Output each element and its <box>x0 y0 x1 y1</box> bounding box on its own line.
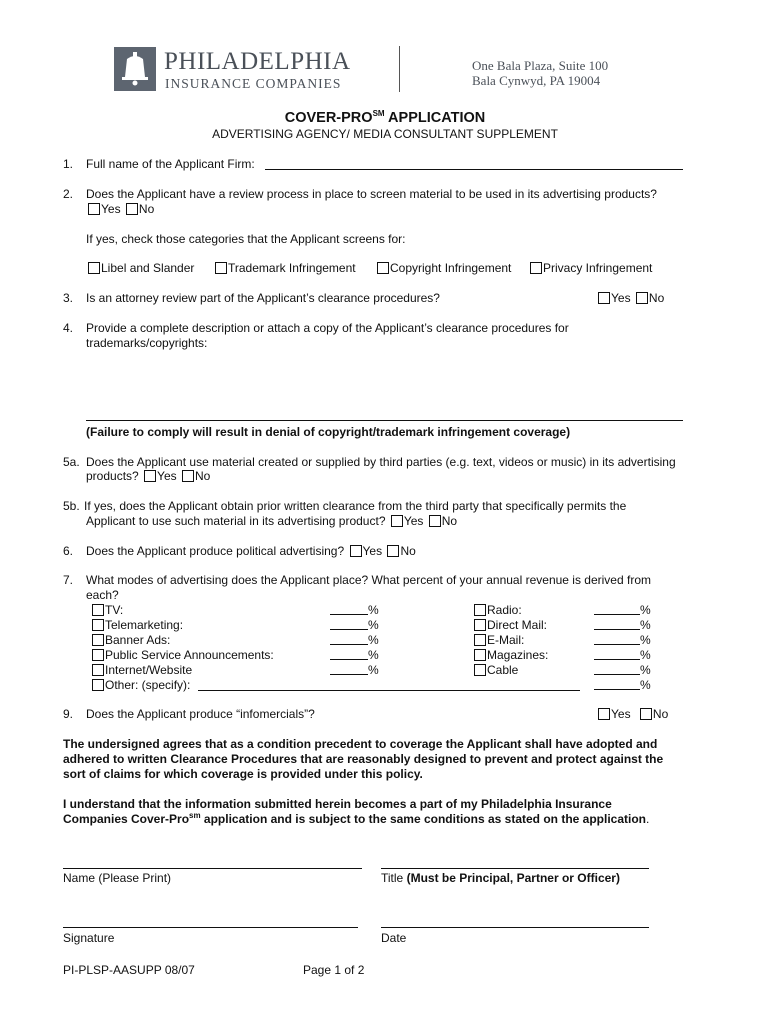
q1-label: Full name of the Applicant Firm: <box>86 157 255 171</box>
mode-email: E-Mail: <box>472 633 524 648</box>
other-specify-field[interactable] <box>198 690 580 691</box>
internet-percent-field[interactable] <box>330 674 368 675</box>
mode-magazines: Magazines: <box>472 648 548 663</box>
mode-banner-ads: Banner Ads: <box>90 633 170 648</box>
company-subname: INSURANCE COMPANIES <box>165 76 342 91</box>
header-divider <box>399 46 400 92</box>
copyright-checkbox[interactable] <box>377 262 389 274</box>
clearance-description-field[interactable] <box>86 420 683 421</box>
q9-label: Does the Applicant produce “infomercials”? <box>86 707 315 721</box>
email-checkbox[interactable] <box>474 634 486 646</box>
q1-number: 1. <box>63 157 74 171</box>
signature-field[interactable] <box>63 927 358 928</box>
liberty-bell-logo <box>114 47 156 91</box>
radio-percent-field[interactable] <box>594 614 640 615</box>
agreement-line2: adhered to written Clearance Procedures that are reasonably designed to prevent and protect against the <box>63 752 664 766</box>
banner-ads-percent-field[interactable] <box>330 644 368 645</box>
mode-tv: TV: <box>90 603 123 618</box>
q2-category-privacy: Privacy Infringement <box>528 261 652 276</box>
privacy-checkbox[interactable] <box>530 262 542 274</box>
radio-checkbox[interactable] <box>474 604 486 616</box>
email-percent: % <box>594 633 651 648</box>
understand-line2: Companies Cover-Pro$^{sm}$ application and is subject to the same conditions as stated on the application. <box>63 811 650 826</box>
q4-number: 4. <box>63 321 74 335</box>
q4-label-line1: Provide a complete description or attach a copy of the Applicant’s clearance procedures for <box>86 321 569 335</box>
magazines-percent-field[interactable] <box>594 659 640 660</box>
q6-no-checkbox[interactable] <box>387 545 399 557</box>
other-percent: % <box>594 678 651 693</box>
q9-yes-checkbox[interactable] <box>598 708 610 720</box>
date-field[interactable] <box>381 927 649 928</box>
magazines-percent: % <box>594 648 651 663</box>
name-label: Name (Please Print) <box>63 871 172 885</box>
q2-category-libel: Libel and Slander <box>86 261 194 276</box>
mode-other: Other: (specify): <box>90 678 190 693</box>
address-line-2: Bala Cynwyd, PA 19004 <box>472 73 601 88</box>
q7-label-line1: What modes of advertising does the Applicant place? What percent of your annual revenue is derived from <box>86 573 651 587</box>
q9-number: 9. <box>63 707 74 721</box>
q5a-label-line1: Does the Applicant use material created or supplied by third parties (e.g. text, videos or music) in its advertising <box>86 455 676 469</box>
cable-percent: % <box>594 663 651 678</box>
q2-category-copyright: Copyright Infringement <box>375 261 511 276</box>
psa-checkbox[interactable] <box>92 649 104 661</box>
cable-percent-field[interactable] <box>594 674 640 675</box>
q6-yes-checkbox[interactable] <box>350 545 362 557</box>
mode-internet: Internet/Website <box>90 663 192 678</box>
q4-warning: (Failure to comply will result in denial of copyright/trademark infringement coverage) <box>86 425 571 439</box>
mode-telemarketing: Telemarketing: <box>90 618 183 633</box>
q2-yes-checkbox[interactable] <box>88 203 100 215</box>
q6-number: 6. <box>63 544 74 558</box>
date-label: Date <box>381 931 407 945</box>
q7-label-line2: each? <box>86 588 119 602</box>
page-subtitle: ADVERTISING AGENCY/ MEDIA CONSULTANT SUPPLEMENT <box>212 127 558 141</box>
agreement-line3: sort of claims for which coverage is provided under this policy. <box>63 767 423 781</box>
q5a-number: 5a. <box>63 455 80 469</box>
page-number: Page 1 of 2 <box>303 963 365 977</box>
q2-category-trademark: Trademark Infringement <box>213 261 356 276</box>
q3-no-checkbox[interactable] <box>636 292 648 304</box>
banner-ads-checkbox[interactable] <box>92 634 104 646</box>
other-percent-field[interactable] <box>594 689 640 690</box>
psa-percent: % <box>330 648 379 663</box>
q5a-no-checkbox[interactable] <box>182 470 194 482</box>
direct-mail-percent: % <box>594 618 651 633</box>
mode-direct-mail: Direct Mail: <box>472 618 547 633</box>
q5b-number: 5b. <box>63 499 80 513</box>
q2-ifyes: If yes, check those categories that the Applicant screens for: <box>86 232 406 246</box>
q9-no-checkbox[interactable] <box>640 708 652 720</box>
internet-percent: % <box>330 663 379 678</box>
form-number: PI-PLSP-AASUPP 08/07 <box>63 963 195 977</box>
telemarketing-percent-field[interactable] <box>330 629 368 630</box>
cable-checkbox[interactable] <box>474 664 486 676</box>
q5b-label-line1: If yes, does the Applicant obtain prior written clearance from the third party that specifically permits the <box>84 499 627 513</box>
q2-label: Does the Applicant have a review process in place to screen material to be used in its advertising products? <box>86 187 657 201</box>
q2-number: 2. <box>63 187 74 201</box>
q5a-yes-checkbox[interactable] <box>144 470 156 482</box>
q5a-label-line2: products? Yes No <box>86 469 211 483</box>
title-label: Title (Must be Principal, Partner or Officer) <box>381 871 620 885</box>
address-line-1: One Bala Plaza, Suite 100 <box>472 58 609 73</box>
q3-label: Is an attorney review part of the Applicant’s clearance procedures? <box>86 291 440 305</box>
q6-label: Does the Applicant produce political advertising? Yes No <box>86 544 416 558</box>
title-field[interactable] <box>381 868 649 869</box>
banner-ads-percent: % <box>330 633 379 648</box>
q3-yes-checkbox[interactable] <box>598 292 610 304</box>
agreement-line1: The undersigned agrees that as a condition precedent to coverage the Applicant shall have adopted and <box>63 737 658 751</box>
company-name: PHILADELPHIA <box>164 48 351 75</box>
tv-checkbox[interactable] <box>92 604 104 616</box>
q5b-yes-checkbox[interactable] <box>391 515 403 527</box>
internet-checkbox[interactable] <box>92 664 104 676</box>
radio-percent: % <box>594 603 651 618</box>
q3-answer: Yes No <box>596 291 664 306</box>
signature-label: Signature <box>63 931 115 945</box>
mode-psa: Public Service Announcements: <box>90 648 274 663</box>
telemarketing-checkbox[interactable] <box>92 619 104 631</box>
magazines-checkbox[interactable] <box>474 649 486 661</box>
understand-line1: I understand that the information submitted herein becomes a part of my Philadelphia Insurance <box>63 797 612 811</box>
firm-name-field[interactable] <box>265 169 683 170</box>
psa-percent-field[interactable] <box>330 659 368 660</box>
page-title: COVER-PRO℠ APPLICATION <box>284 109 486 126</box>
telemarketing-percent: % <box>330 618 379 633</box>
q5b-no-checkbox[interactable] <box>429 515 441 527</box>
q2-answer: Yes No <box>86 202 154 217</box>
email-percent-field[interactable] <box>594 644 640 645</box>
mode-radio: Radio: <box>472 603 522 618</box>
mode-cable: Cable <box>472 663 518 678</box>
trademark-checkbox[interactable] <box>215 262 227 274</box>
libel-checkbox[interactable] <box>88 262 100 274</box>
tv-percent-field[interactable] <box>330 614 368 615</box>
bell-icon <box>114 47 156 91</box>
other-checkbox[interactable] <box>92 679 104 691</box>
q9-answer: Yes No <box>596 707 668 722</box>
q2-no-checkbox[interactable] <box>126 203 138 215</box>
direct-mail-percent-field[interactable] <box>594 629 640 630</box>
direct-mail-checkbox[interactable] <box>474 619 486 631</box>
q7-number: 7. <box>63 573 74 587</box>
name-field[interactable] <box>63 868 362 869</box>
q3-number: 3. <box>63 291 74 305</box>
tv-percent: % <box>330 603 379 618</box>
q4-label-line2: trademarks/copyrights: <box>86 336 208 350</box>
q5b-label-line2: Applicant to use such material in its advertising product? Yes No <box>86 514 458 528</box>
